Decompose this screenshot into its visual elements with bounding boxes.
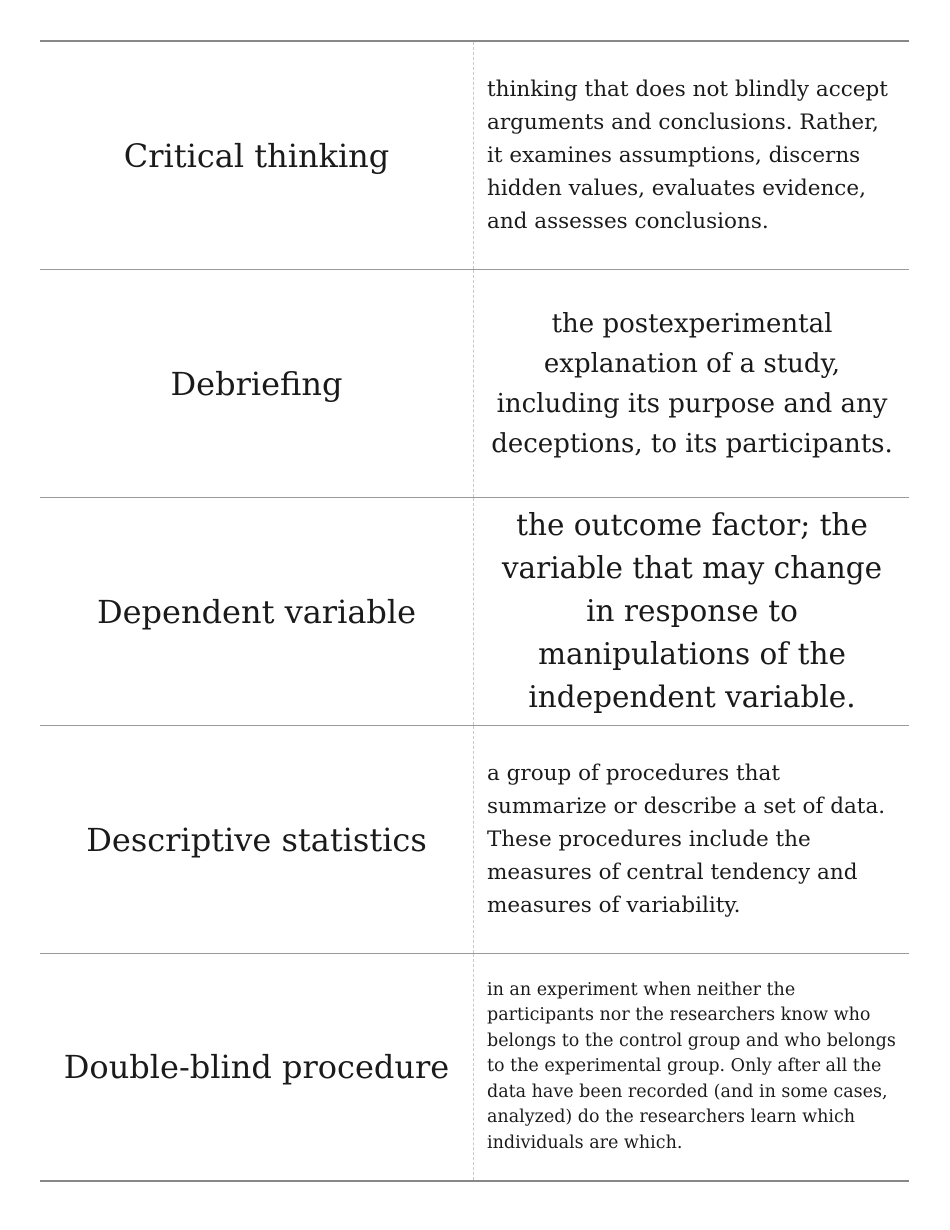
flashcard xyxy=(40,270,909,498)
flashcard-sheet xyxy=(40,40,909,1182)
card-definition-text: a group of procedures that summarize or describe a set of data. These procedures include the measures of central tendency and measures of variability. xyxy=(487,761,886,918)
card-definition-text: in an experiment when neither the participants nor the researchers know who belongs to the control group and who belongs to the experimental group. Only after all the data have been recorded (and in some cases, analyzed) do the researchers learn which individuals are which. xyxy=(487,979,896,1153)
flashcard xyxy=(40,498,909,726)
card-term-text: Debriefing xyxy=(170,364,343,403)
card-definition-text: the postexperimental explanation of a study, including its purpose and any deceptions, to its participants. xyxy=(491,308,893,459)
card-term xyxy=(40,954,474,1180)
card-definition xyxy=(474,726,909,953)
card-term xyxy=(40,498,474,725)
card-definition xyxy=(474,954,909,1180)
card-term-text: Descriptive statistics xyxy=(86,820,427,859)
card-definition xyxy=(474,42,909,269)
card-term xyxy=(40,726,474,953)
flashcard xyxy=(40,726,909,954)
card-definition-text: thinking that does not blindly accept arguments and conclusions. Rather, it examines assumptions, discerns hidden values, evaluates evidence, and assesses conclusions. xyxy=(487,77,888,234)
card-term-text: Dependent variable xyxy=(96,592,417,631)
card-term-text: Critical thinking xyxy=(123,136,390,175)
flashcard xyxy=(40,954,909,1182)
flashcard xyxy=(40,42,909,270)
card-term xyxy=(40,270,474,497)
card-term xyxy=(40,42,474,269)
card-definition-text: the outcome factor; the variable that may change in response to manipulations of the independent variable. xyxy=(501,508,883,714)
card-definition xyxy=(474,270,909,497)
card-definition xyxy=(474,498,909,725)
card-term-text: Double-blind procedure xyxy=(63,1048,450,1086)
